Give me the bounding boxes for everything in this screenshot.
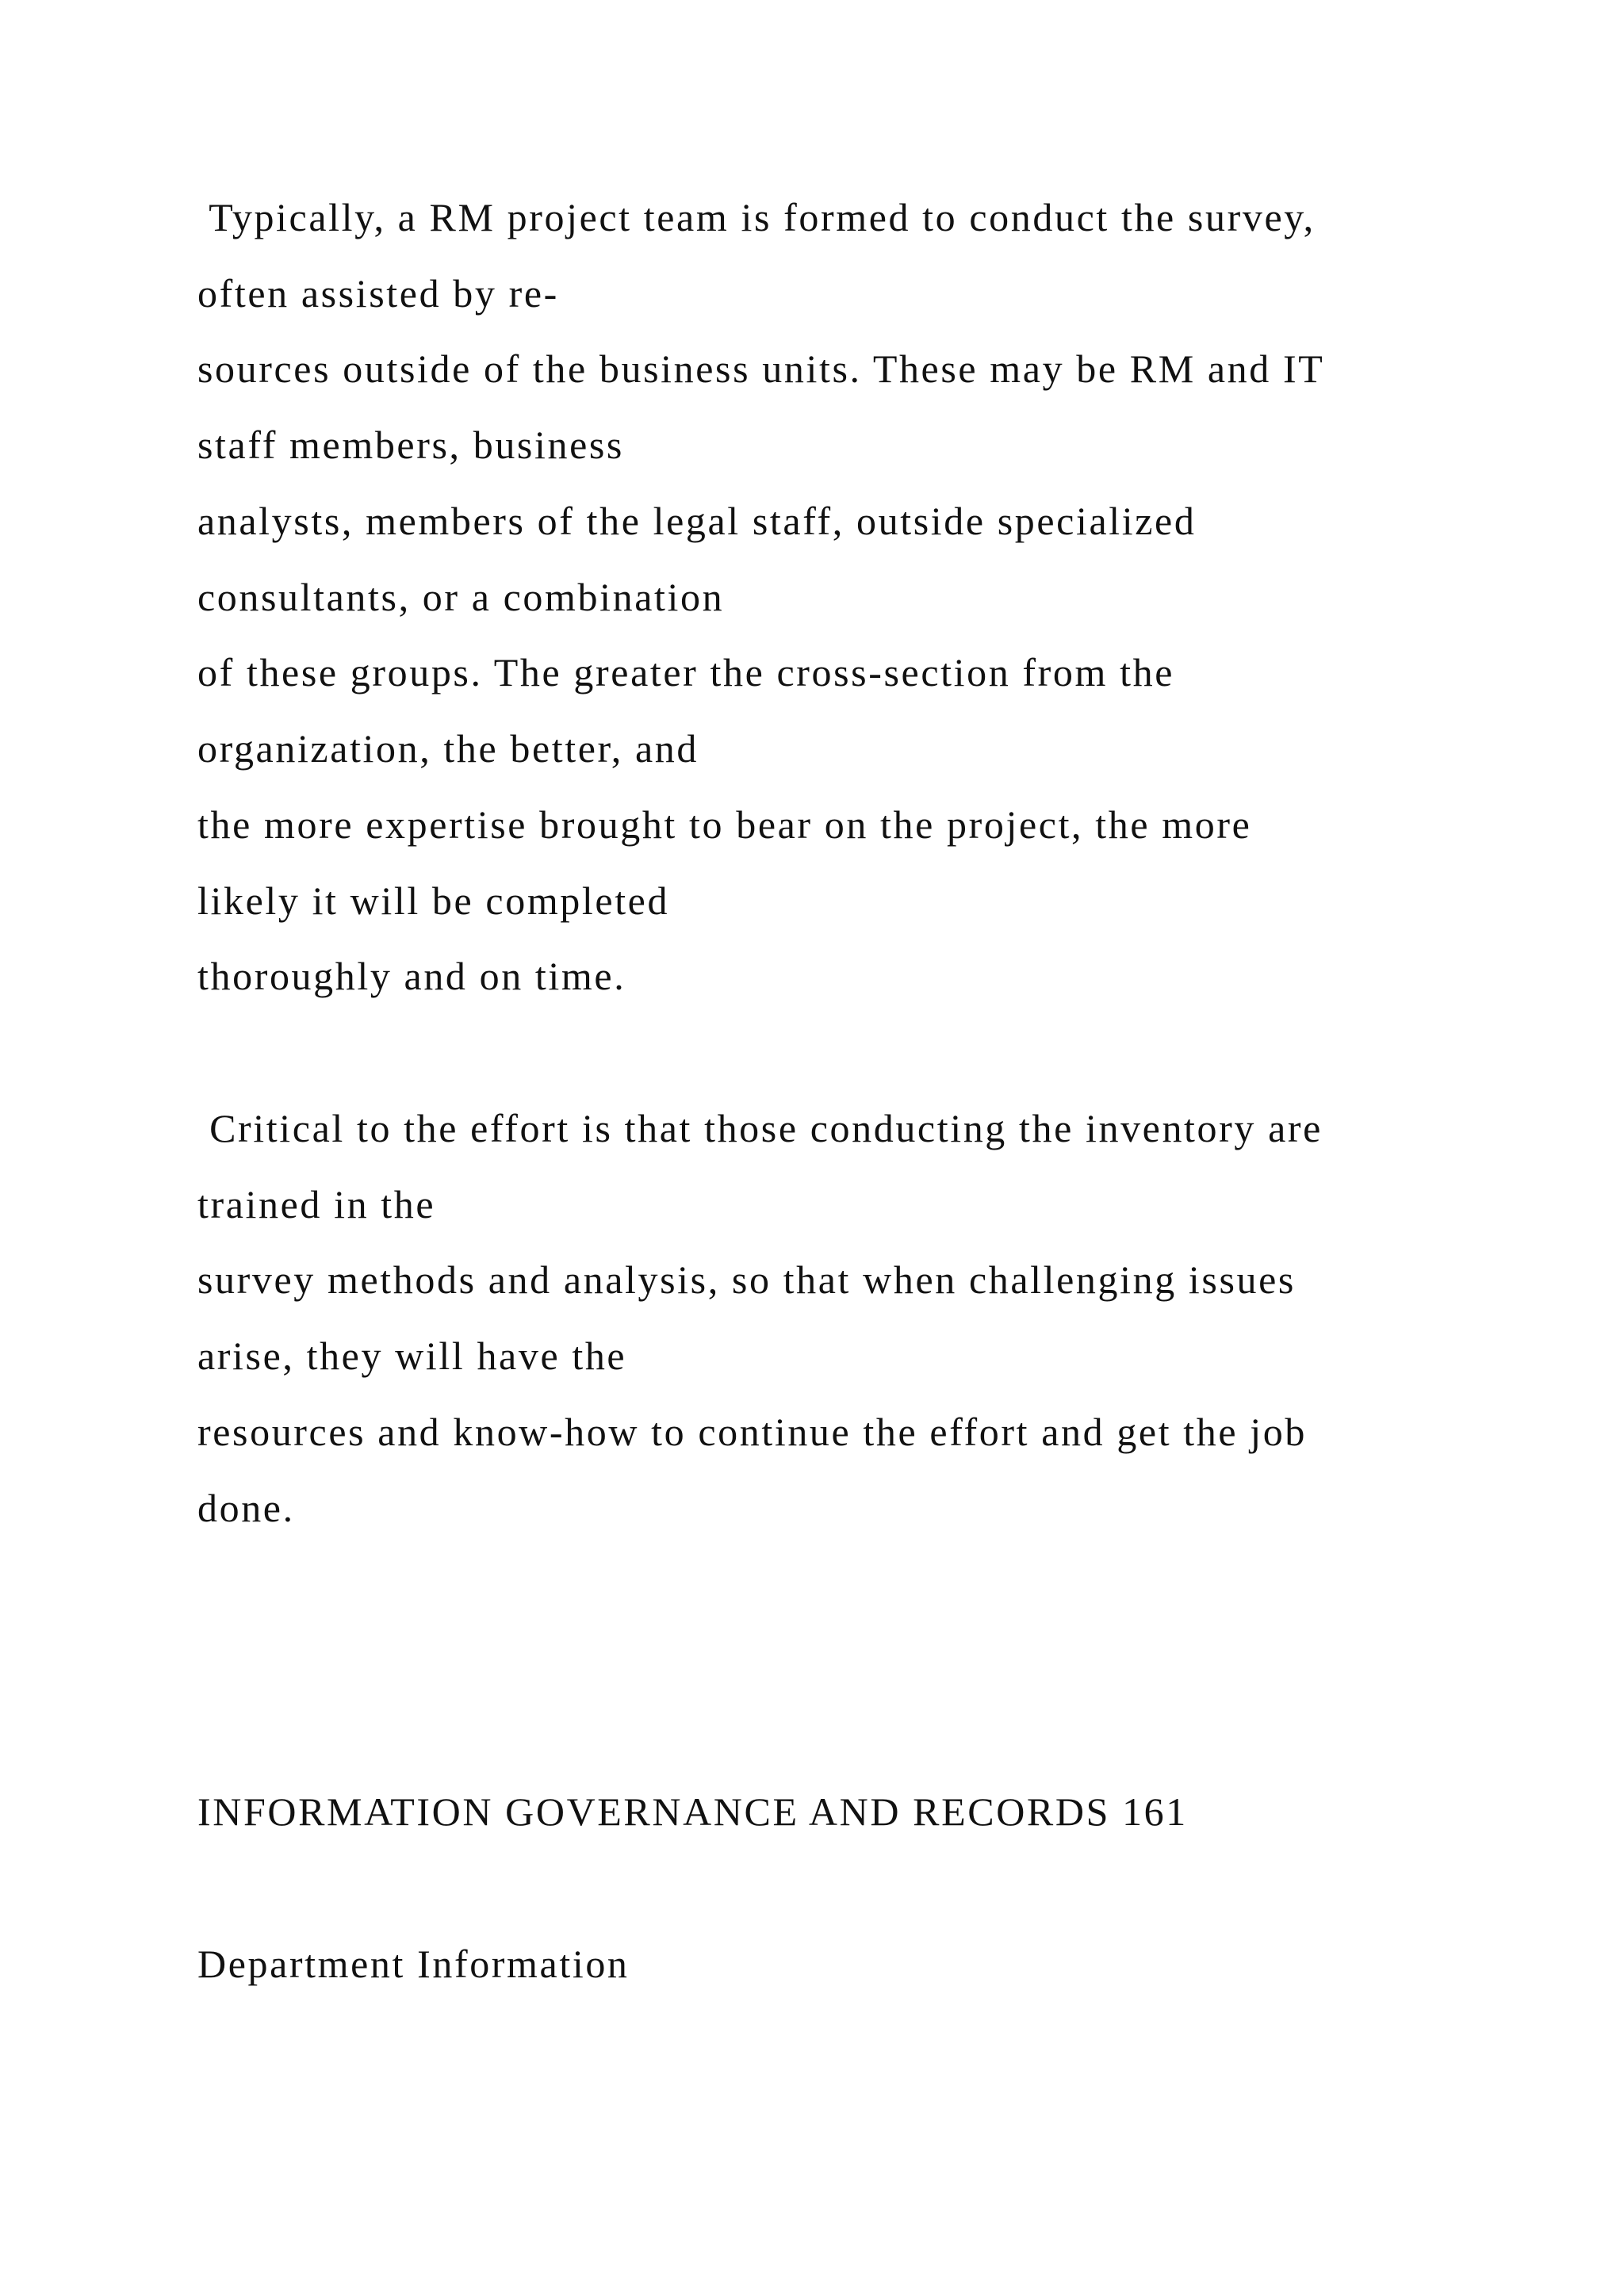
paragraph-2-line-2: trained in the: [197, 1182, 436, 1226]
paragraph-1-line-10: likely it will be completed: [197, 878, 670, 923]
paragraph-2-line-5: resources and know-how to continue the effort and get the job: [197, 1410, 1307, 1454]
paragraph-1-line-3: sources outside of the business units. These may be RM and IT: [197, 346, 1325, 391]
paragraph-1-line-9: the more expertise brought to bear on the project, the more: [197, 802, 1252, 847]
paragraph-1-line-1: Typically, a RM project team is formed to conduct the survey,: [197, 195, 1316, 239]
paragraph-2-line-3: survey methods and analysis, so that when challenging issues: [197, 1257, 1296, 1302]
paragraph-1-line-6: consultants, or a combination: [197, 575, 725, 619]
paragraph-2-line-4: arise, they will have the: [197, 1334, 627, 1378]
section-heading: Department Information: [197, 1942, 630, 1986]
running-header: INFORMATION GOVERNANCE AND RECORDS 161: [197, 1789, 1188, 1834]
paragraph-1-line-5: analysts, members of the legal staff, outside specialized: [197, 499, 1197, 543]
paragraph-1-line-11: thoroughly and on time.: [197, 954, 626, 998]
paragraph-1-line-4: staff members, business: [197, 423, 624, 467]
paragraph-1-line-7: of these groups. The greater the cross-section from the: [197, 650, 1174, 695]
paragraph-2-line-1: Critical to the effort is that those conducting the inventory are: [197, 1106, 1323, 1150]
paragraph-1-line-8: organization, the better, and: [197, 726, 699, 771]
paragraph-1-line-2: often assisted by re-: [197, 271, 559, 316]
paragraph-2-line-6: done.: [197, 1486, 295, 1530]
